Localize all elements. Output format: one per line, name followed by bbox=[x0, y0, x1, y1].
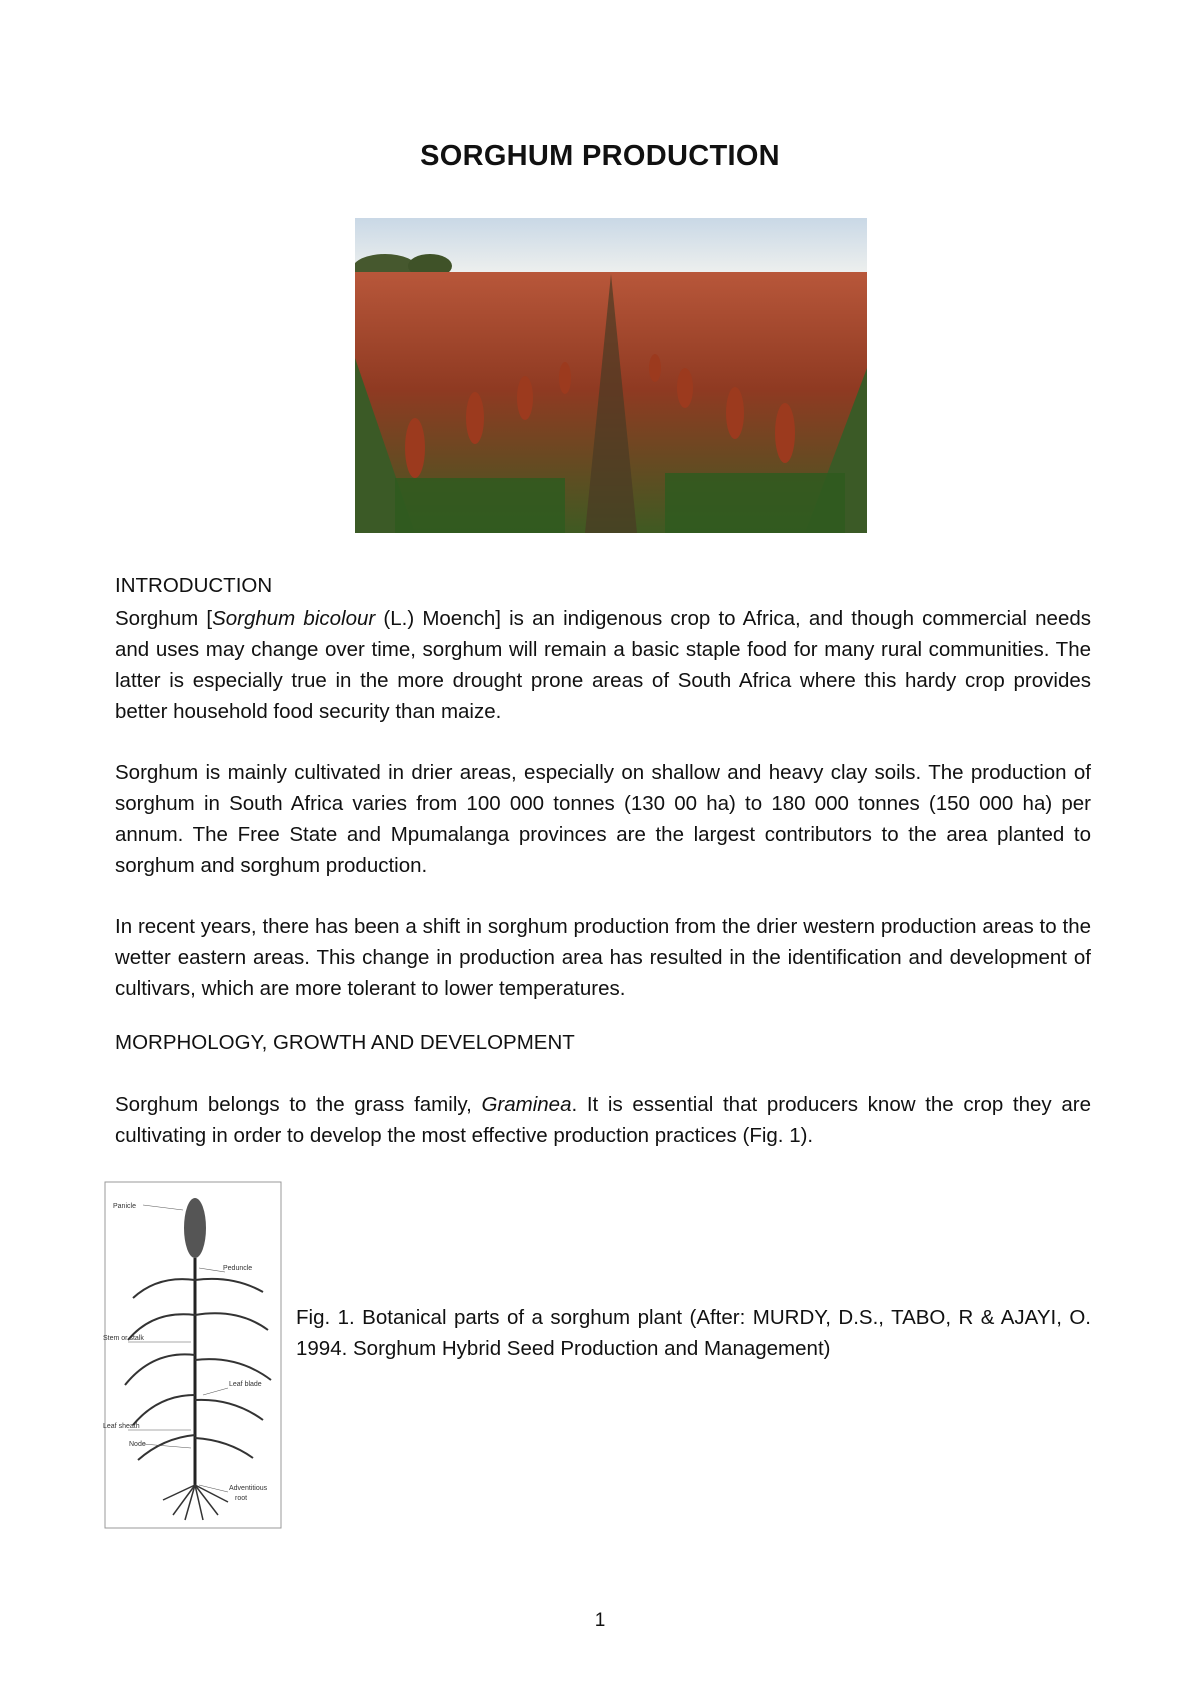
intro-heading: INTRODUCTION bbox=[115, 574, 273, 597]
intro-paragraph-3: In recent years, there has been a shift in sorghum production from the drier western production areas to the wetter eastern areas. This change in production area has resulted in the identification and development of cultivars, which are more tolerant to lower temperatures. bbox=[115, 915, 1091, 1000]
label-node: Node bbox=[129, 1441, 146, 1448]
sorghum-field-photo bbox=[355, 218, 867, 533]
label-peduncle: Peduncle bbox=[223, 1265, 253, 1272]
label-stem: Stem or stalk bbox=[103, 1335, 144, 1342]
sorghum-plant-diagram bbox=[103, 1180, 283, 1530]
label-leaf-blade: Leaf blade bbox=[229, 1381, 262, 1388]
label-root: Adventitious bbox=[229, 1485, 268, 1492]
label-panicle: Panicle bbox=[113, 1203, 136, 1210]
morphology-paragraph: Sorghum belongs to the grass family, Graminea. It is essential that producers know the crop they are cultivating in order to develop the most effective production practices (Fig. 1). bbox=[115, 1093, 1091, 1147]
label-leaf-sheath: Leaf sheath bbox=[103, 1423, 140, 1430]
figure-caption: Fig. 1. Botanical parts of a sorghum plant (After: MURDY, D.S., TABO, R & AJAYI, O. 1994. Sorghum Hybrid Seed Production and Management) bbox=[296, 1306, 1091, 1360]
intro-paragraph-1: Sorghum [Sorghum bicolour (L.) Moench] is an indigenous crop to Africa, and though commercial needs and uses may change over time, sorghum will remain a basic staple food for many rural communities. The latter is especially true in the more drought prone areas of South Africa where this hardy crop provides better household food security than maize. bbox=[115, 607, 1091, 723]
page-number: 1 bbox=[594, 1610, 606, 1631]
page-title: SORGHUM PRODUCTION bbox=[420, 140, 780, 172]
intro-paragraph-2: Sorghum is mainly cultivated in drier areas, especially on shallow and heavy clay soils. The production of sorghum in South Africa varies from 100 000 tonnes (130 00 ha) to 180 000 tonnes (150 000 ha) per annum. The Free State and Mpumalanga provinces are the largest contributors to the area planted to sorghum and sorghum production. bbox=[115, 761, 1091, 877]
label-root-2: root bbox=[235, 1495, 248, 1502]
morphology-heading: MORPHOLOGY, GROWTH AND DEVELOPMENT bbox=[115, 1031, 575, 1054]
